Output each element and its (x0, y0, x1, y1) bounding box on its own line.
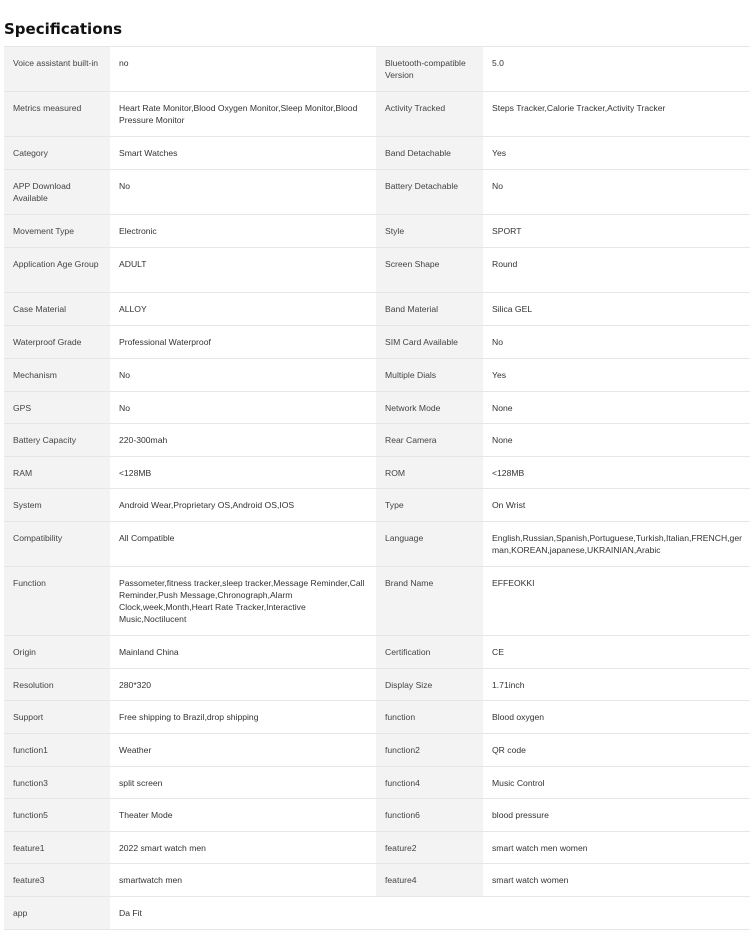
table-row (4, 392, 750, 424)
spec-key: Type (376, 489, 483, 522)
table-row (4, 170, 750, 215)
spec-value: smart watch women (483, 864, 750, 897)
spec-value: No (110, 392, 376, 424)
spec-value: 220-300mah (110, 424, 376, 457)
spec-key: Voice assistant built-in (4, 47, 110, 92)
spec-value: Yes (483, 359, 750, 392)
spec-value: English,Russian,Spanish,Portuguese,Turkish,Italian,FRENCH,german,KOREAN,japanese,UKRAINIAN,Arabic (483, 522, 750, 567)
spec-value: Steps Tracker,Calorie Tracker,Activity Tracker (483, 92, 750, 137)
spec-key: Movement Type (4, 215, 110, 248)
table-row (4, 864, 750, 897)
spec-value: All Compatible (110, 522, 376, 567)
spec-key: Multiple Dials (376, 359, 483, 392)
spec-value: 280*320 (110, 669, 376, 701)
table-row (4, 424, 750, 457)
spec-value: Mainland China (110, 636, 376, 669)
section-title: Specifications (4, 20, 123, 38)
spec-value: 2022 smart watch men (110, 832, 376, 864)
spec-key: Screen Shape (376, 248, 483, 293)
table-row (4, 522, 750, 567)
table-row (4, 897, 750, 930)
spec-key: function1 (4, 734, 110, 767)
spec-value: Blood oxygen (483, 701, 750, 734)
spec-key: Activity Tracked (376, 92, 483, 137)
spec-value: No (110, 359, 376, 392)
spec-value: <128MB (110, 457, 376, 489)
table-row (4, 92, 750, 137)
spec-key: Bluetooth-compatible Version (376, 47, 483, 92)
spec-value: ADULT (110, 248, 376, 293)
spec-key: function3 (4, 767, 110, 799)
spec-key: RAM (4, 457, 110, 489)
spec-value: Electronic (110, 215, 376, 248)
spec-key: Style (376, 215, 483, 248)
table-row (4, 47, 750, 92)
spec-value: None (483, 424, 750, 457)
spec-key: Battery Detachable (376, 170, 483, 215)
table-row (4, 799, 750, 832)
spec-key: function (376, 701, 483, 734)
spec-key: Display Size (376, 669, 483, 701)
spec-key: Metrics measured (4, 92, 110, 137)
spec-key: Function (4, 567, 110, 636)
spec-key: feature3 (4, 864, 110, 897)
spec-value: Silica GEL (483, 293, 750, 326)
spec-value-empty (483, 897, 750, 930)
spec-key: SIM Card Available (376, 326, 483, 359)
spec-key: Support (4, 701, 110, 734)
spec-value: Free shipping to Brazil,drop shipping (110, 701, 376, 734)
table-row (4, 326, 750, 359)
table-row (4, 832, 750, 864)
spec-key: Band Detachable (376, 137, 483, 170)
table-row (4, 137, 750, 170)
spec-value: CE (483, 636, 750, 669)
spec-key: APP Download Available (4, 170, 110, 215)
spec-value: Round (483, 248, 750, 293)
spec-key-empty (376, 897, 483, 930)
table-row (4, 701, 750, 734)
spec-key: Waterproof Grade (4, 326, 110, 359)
spec-key: Battery Capacity (4, 424, 110, 457)
table-row (4, 636, 750, 669)
spec-key: feature1 (4, 832, 110, 864)
table-row (4, 767, 750, 799)
table-row (4, 489, 750, 522)
spec-value: No (483, 170, 750, 215)
spec-key: Brand Name (376, 567, 483, 636)
table-row (4, 359, 750, 392)
spec-value: 1.71inch (483, 669, 750, 701)
table-row (4, 734, 750, 767)
table-row (4, 567, 750, 636)
spec-value: smartwatch men (110, 864, 376, 897)
spec-value: Yes (483, 137, 750, 170)
spec-key: Certification (376, 636, 483, 669)
spec-key: System (4, 489, 110, 522)
spec-value: None (483, 392, 750, 424)
spec-key: feature4 (376, 864, 483, 897)
spec-key: function6 (376, 799, 483, 832)
spec-value: Da Fit (110, 897, 376, 930)
table-row (4, 248, 750, 293)
spec-value: Professional Waterproof (110, 326, 376, 359)
spec-value: split screen (110, 767, 376, 799)
table-row (4, 457, 750, 489)
spec-value: <128MB (483, 457, 750, 489)
spec-value: Weather (110, 734, 376, 767)
spec-value: smart watch men women (483, 832, 750, 864)
spec-key: Resolution (4, 669, 110, 701)
spec-key: Mechanism (4, 359, 110, 392)
spec-key: function4 (376, 767, 483, 799)
spec-value: Theater Mode (110, 799, 376, 832)
spec-key: Band Material (376, 293, 483, 326)
specifications-table (4, 46, 750, 930)
table-row (4, 293, 750, 326)
spec-key: Language (376, 522, 483, 567)
spec-value: QR code (483, 734, 750, 767)
spec-value: No (110, 170, 376, 215)
spec-key: feature2 (376, 832, 483, 864)
spec-key: Application Age Group (4, 248, 110, 293)
spec-value: Passometer,fitness tracker,sleep tracker,Message Reminder,Call Reminder,Push Message,Chronograph,Alarm Clock,week,Month,Heart Rate Tracker,Interactive Music,Noctilucent (110, 567, 376, 636)
spec-value: no (110, 47, 376, 92)
spec-key: GPS (4, 392, 110, 424)
spec-value: blood pressure (483, 799, 750, 832)
spec-key: Compatibility (4, 522, 110, 567)
table-row (4, 669, 750, 701)
spec-value: Android Wear,Proprietary OS,Android OS,IOS (110, 489, 376, 522)
spec-key: Network Mode (376, 392, 483, 424)
spec-key: Case Material (4, 293, 110, 326)
spec-key: function2 (376, 734, 483, 767)
spec-value: Smart Watches (110, 137, 376, 170)
spec-value: EFFEOKKI (483, 567, 750, 636)
spec-key: Rear Camera (376, 424, 483, 457)
spec-value: Music Control (483, 767, 750, 799)
spec-value: On Wrist (483, 489, 750, 522)
spec-value: SPORT (483, 215, 750, 248)
spec-key: function5 (4, 799, 110, 832)
spec-key: Category (4, 137, 110, 170)
spec-key: Origin (4, 636, 110, 669)
spec-key: ROM (376, 457, 483, 489)
spec-value: Heart Rate Monitor,Blood Oxygen Monitor,Sleep Monitor,Blood Pressure Monitor (110, 92, 376, 137)
spec-value: 5.0 (483, 47, 750, 92)
table-row (4, 215, 750, 248)
spec-value: No (483, 326, 750, 359)
spec-value: ALLOY (110, 293, 376, 326)
spec-key: app (4, 897, 110, 930)
